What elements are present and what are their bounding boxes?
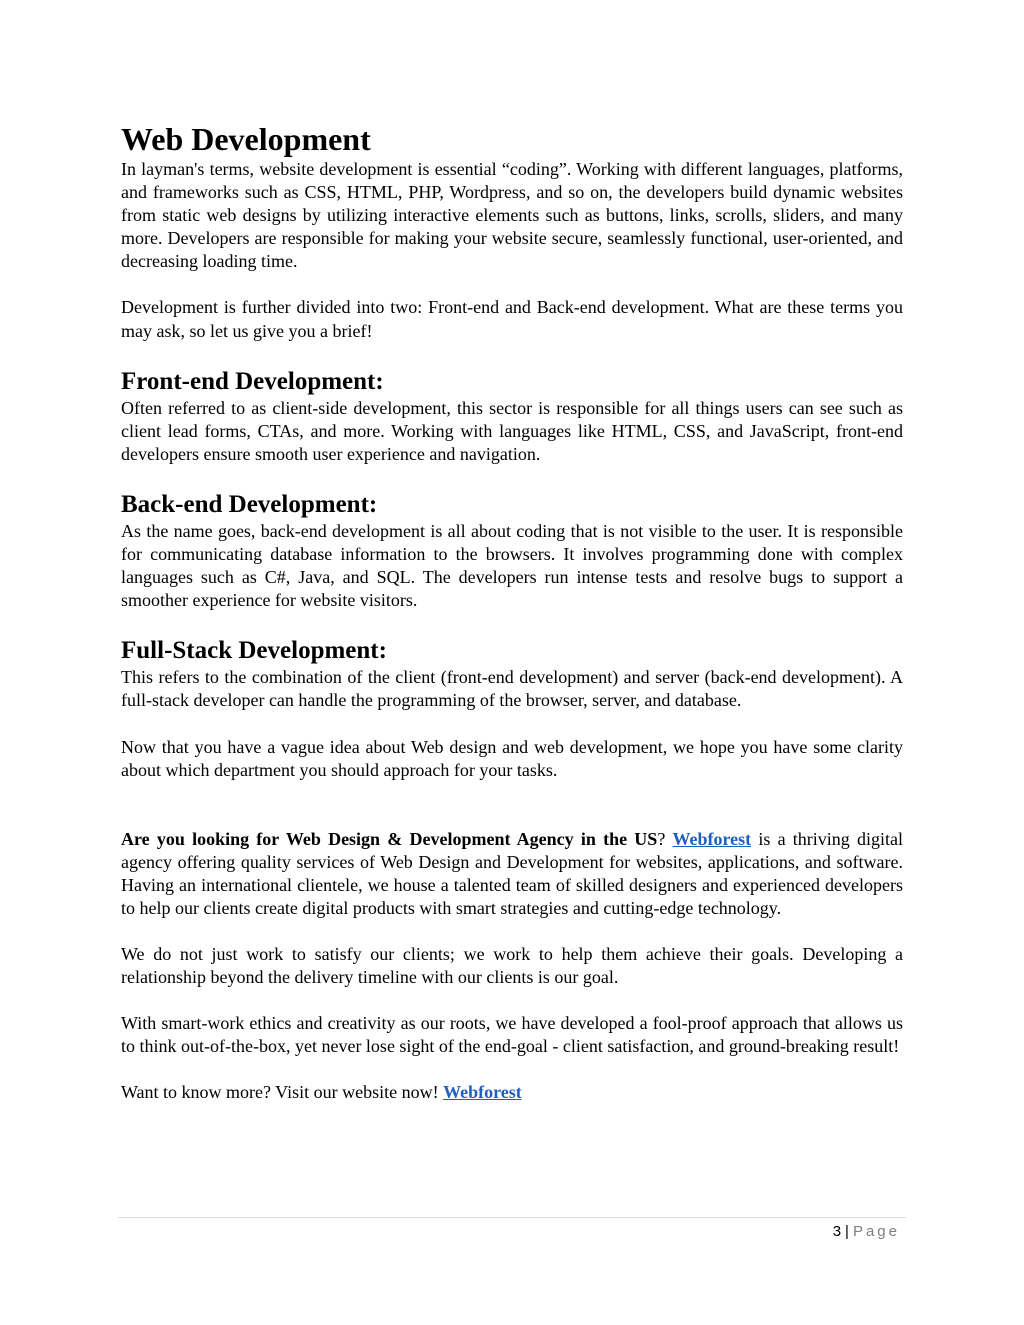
page-label: Page — [852, 1223, 900, 1240]
back-end-heading: Back-end Development: — [121, 490, 378, 518]
agency-question: Are you looking for Web Design & Development Agency in the US — [121, 828, 658, 849]
document-page — [121, 120, 903, 1105]
web-development-paragraph-1: In layman's terms, website development is essential “coding”. Working with different languages, platforms, and frameworks such as CSS, HTML, PHP, Wordpress, and so on, the developers build dynamic websites from static web designs by utilizing interactive elements such as buttons, links, scrolls, sliders, and many more. Developers are responsible for making your website secure, seamlessly functional, user-oriented, and decreasing loading time. — [121, 159, 903, 272]
full-stack-paragraph-2: Now that you have a vague idea about Web design and web development, we hope you have some clarity about which department you should approach for your tasks. — [121, 736, 903, 780]
visit-website-text: Want to know more? Visit our website now! — [121, 1082, 444, 1103]
question-mark: ? — [657, 828, 673, 849]
full-stack-heading: Full-Stack Development: — [121, 637, 387, 665]
footer-divider — [118, 1217, 906, 1218]
page-footer — [833, 1222, 900, 1242]
agency-paragraph-2: We do not just work to satisfy our clients; we work to help them achieve their goals. Developing a relationship beyond the delivery timeline with our clients is our goal. — [121, 944, 903, 988]
web-development-heading: Web Development — [121, 121, 371, 157]
agency-description: is a thriving digital agency offering quality services of Web Design and Development for websites, applications, and software. Having an international clientele, we house a talented team of skilled designers and experienced developers to help our clients create digital products with smart strategies and cutting-edge technology. — [121, 828, 903, 918]
front-end-heading: Front-end Development: — [121, 367, 384, 395]
agency-paragraph-1 — [121, 828, 903, 920]
agency-paragraph-3: With smart-work ethics and creativity as our roots, we have developed a fool-proof approach that allows us to think out-of-the-box, yet never lose sight of the end-goal - client satisfaction, and ground-breaking result! — [121, 1013, 903, 1057]
page-number: 3 — [832, 1223, 842, 1240]
footer-separator: | — [845, 1223, 849, 1240]
agency-paragraph-4 — [121, 1081, 903, 1104]
full-stack-paragraph-1: This refers to the combination of the client (front-end development) and server (back-end development). A full-stack developer can handle the programming of the browser, server, and database. — [121, 667, 903, 711]
webforest-link[interactable]: Webforest — [672, 828, 752, 849]
webforest-website-link[interactable]: Webforest — [443, 1082, 522, 1103]
web-development-paragraph-2: Development is further divided into two: Front-end and Back-end development. What are these terms you may ask, so let us give you a brief! — [121, 297, 903, 341]
front-end-paragraph: Often referred to as client-side development, this sector is responsible for all things users can see such as client lead forms, CTAs, and more. Working with languages like HTML, CSS, and JavaScript, front-end developers ensure smooth user experience and navigation. — [121, 397, 903, 464]
back-end-paragraph: As the name goes, back-end development is all about coding that is not visible to the user. It is responsible for communicating database information to the browsers. It involves programming done with complex languages such as C#, Java, and SQL. The developers run intense tests and resolve bugs to support a smoother experience for website visitors. — [121, 520, 903, 611]
